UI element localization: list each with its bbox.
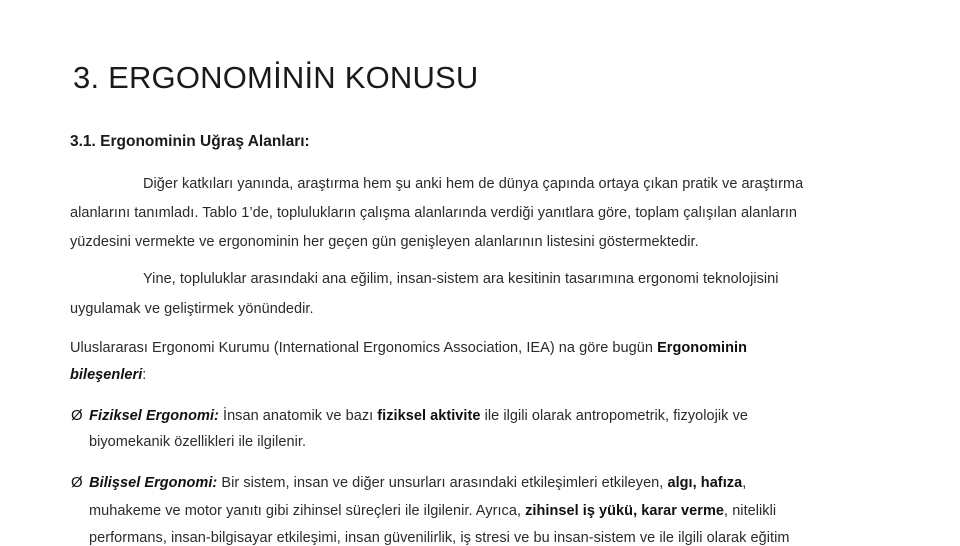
bullet-cognitive-term: Bilişsel Ergonomi: xyxy=(89,475,218,491)
bullet-cognitive-line1 xyxy=(71,474,746,491)
bullet-cognitive-line2-tail: , nitelikli xyxy=(724,503,777,519)
paragraph1-line1: Diğer katkıları yanında, araştırma hem şu anki hem de dünya çapında ortaya çıkan pratik ve araştırma xyxy=(143,176,804,192)
bullet-cognitive-line2-text: muhakeme ve motor yanıtı gibi zihinsel süreçleri ile ilgilenir. Ayrıca, xyxy=(89,503,526,519)
bullet-cognitive-line2 xyxy=(89,503,776,519)
bullet-cognitive-line2-bold: zihinsel iş yükü, karar verme xyxy=(525,503,725,519)
bullet-cognitive-bold: algı, hafıza xyxy=(667,475,743,491)
bullet-cognitive-text-a: Bir sistem, insan ve diğer unsurları arasındaki etkileşimleri etkileyen, xyxy=(217,475,668,491)
bullet-physical-line2: biyomekanik özellikleri ile ilgilenir. xyxy=(89,434,307,450)
bullet-physical-text-a: İnsan anatomik ve bazı xyxy=(218,408,378,424)
section-heading: 3.1. Ergonominin Uğraş Alanları: xyxy=(70,133,310,150)
bullet-physical-line1 xyxy=(71,407,748,424)
bullet-cognitive-text-b: , xyxy=(742,475,747,491)
paragraph3-line1 xyxy=(70,340,747,356)
arrow-bullet-icon: Ø xyxy=(71,407,83,424)
paragraph1-line2: alanlarını tanımladı. Tablo 1’de, toplulukların çalışma alanlarında verdiği yanıtlara göre, toplam çalışılan alanların xyxy=(70,205,798,221)
paragraph2-line1: Yine, topluluklar arasındaki ana eğilim, insan-sistem ara kesitinin tasarımına ergonomi teknolojisini xyxy=(143,271,779,287)
bullet-physical-bold: fiziksel aktivite xyxy=(377,408,481,424)
page-title: 3. ERGONOMİNİN KONUSU xyxy=(73,60,479,95)
bullet-physical-text-b: ile ilgili olarak antropometrik, fizyolojik ve xyxy=(480,408,748,424)
bullet-physical-term: Fiziksel Ergonomi: xyxy=(89,408,219,424)
paragraph3-bold: Ergonominin xyxy=(657,340,748,356)
paragraph1-line3: yüzdesini vermekte ve ergonominin her geçen gün genişleyen alanlarının listesini göstermektedir. xyxy=(70,234,699,250)
paragraph2-line2: uygulamak ve geliştirmek yönündedir. xyxy=(70,301,314,317)
paragraph3-colon: : xyxy=(142,367,147,383)
paragraph3-line2 xyxy=(70,367,146,383)
bullet-cognitive-line3: performans, insan-bilgisayar etkileşimi, insan güvenilirlik, iş stresi ve bu insan-sistem ve ile ilgili olarak eğitim xyxy=(89,530,790,546)
paragraph3-text: Uluslararası Ergonomi Kurumu (International Ergonomics Association, IEA) na göre bugün xyxy=(70,340,658,356)
paragraph3-bold-italic: bileşenleri xyxy=(70,367,143,383)
arrow-bullet-icon: Ø xyxy=(71,474,83,491)
